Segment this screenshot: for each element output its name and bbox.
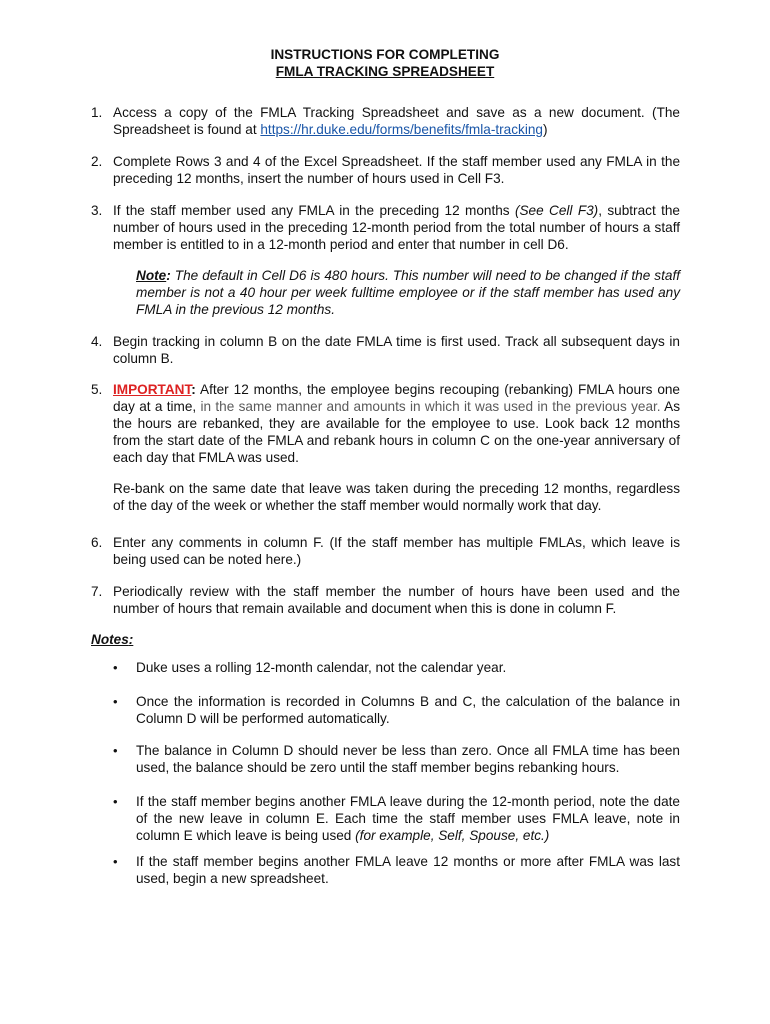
cell-reference: (See Cell F3) <box>514 203 599 218</box>
step-5 <box>91 381 680 466</box>
bullet-text: Once the information is recorded in Columns B and C, the calculation of the balance in Column D will be performed automatically. <box>136 694 680 726</box>
bullet-dot: • <box>113 743 118 758</box>
step-text-end: ) <box>542 122 548 137</box>
step-7 <box>91 583 680 617</box>
step-number: 6. <box>91 535 103 550</box>
bullet-text <box>136 793 680 844</box>
notes-bullet-5 <box>113 853 680 887</box>
step-1 <box>91 104 680 138</box>
step-text: Enter any comments in column F. (If the staff member has multiple FMLAs, which leave is being used can be noted here.) <box>113 535 680 567</box>
step-number: 2. <box>91 154 103 169</box>
step-text: If the staff member used any FMLA in the preceding 12 months <box>113 203 515 218</box>
step-text: Begin tracking in column B on the date FMLA time is first used. Track all subsequent days in column B. <box>113 334 680 366</box>
step-text-end: As the hours are rebanked, they are available for the employee to use. Look back 12 months from the start date of the FMLA and rebank hours in column C on the one-year anniversary of each day that FMLA was used. <box>113 399 680 465</box>
step-number: 4. <box>91 334 103 349</box>
step-text: Access a copy of the FMLA Tracking Spreadsheet and save as a new document. (The Spreadsheet is found at <box>113 105 680 137</box>
bullet-text: Duke uses a rolling 12-month calendar, not the calendar year. <box>136 660 507 675</box>
bullet-dot: • <box>113 660 118 675</box>
note-colon: : <box>166 268 171 283</box>
notes-bullet-1 <box>113 659 680 676</box>
notes-heading-label: Notes <box>91 632 129 647</box>
bullet-text-main: If the staff member begins another FMLA leave during the 12-month period, note the date of the new leave in column E. Each time the staff member uses FMLA leave, note in column E which leave is being used <box>136 794 680 843</box>
notes-bullet-4 <box>113 793 680 844</box>
step-number: 7. <box>91 584 103 599</box>
bullet-text: The balance in Column D should never be less than zero. Once all FMLA time has been used, the balance should be zero until the staff member begins rebanking hours. <box>136 743 680 775</box>
bullet-dot: • <box>113 694 118 709</box>
note-text: The default in Cell D6 is 480 hours. This number will need to be changed if the staff member is not a 40 hour per week fulltime employee or if the staff member has used any FMLA in the previous 12 months. <box>136 268 680 317</box>
notes-bullet-3 <box>113 742 680 776</box>
notes-bullet-2 <box>113 693 680 727</box>
step-number: 3. <box>91 203 103 218</box>
step-text: Periodically review with the staff member the number of hours have been used and the number of hours that remain available and document when this is done in column F. <box>113 584 680 616</box>
step-text: Complete Rows 3 and 4 of the Excel Spreadsheet. If the staff member used any FMLA in the preceding 12 months, insert the number of hours used in Cell F3. <box>113 154 680 186</box>
bullet-example: (for example, Self, Spouse, etc.) <box>355 828 550 843</box>
step-number: 5. <box>91 382 103 397</box>
bullet-text: If the staff member begins another FMLA leave 12 months or more after FMLA was last used, begin a new spreadsheet. <box>136 854 680 886</box>
step-2 <box>91 153 680 187</box>
important-colon: : <box>191 382 196 397</box>
note-label: Note <box>136 268 167 283</box>
bullet-dot: • <box>113 794 118 809</box>
rebank-paragraph: Re-bank on the same date that leave was taken during the preceding 12 months, regardless of the day of the week or whether the staff member would normally work that day. <box>113 481 680 513</box>
step-text-end: , subtract the number of hours used in the preceding 12-month period from the total number of hours a staff member is entitled to in a 12-month period and enter that number in cell D6. <box>113 203 680 252</box>
document-title-line-2: FMLA TRACKING SPREADSHEET <box>275 64 495 79</box>
step-3 <box>91 202 680 253</box>
document-title-line-1: INSTRUCTIONS FOR COMPLETING <box>270 47 500 62</box>
bullet-dot: • <box>113 854 118 869</box>
note-block <box>136 267 680 318</box>
spreadsheet-link[interactable]: https://hr.duke.edu/forms/benefits/fmla-tracking <box>260 122 543 137</box>
step-number: 1. <box>91 105 103 120</box>
step-text-gray: in the same manner and amounts in which it was used in the previous year. <box>200 399 661 414</box>
step-6 <box>91 534 680 568</box>
notes-heading-colon: : <box>128 632 134 647</box>
step-4 <box>91 333 680 367</box>
notes-heading <box>91 631 133 648</box>
important-label: IMPORTANT <box>113 382 192 397</box>
step-text: After 12 months, the employee begins recouping (rebanking) FMLA hours one day at a time, <box>113 382 680 414</box>
